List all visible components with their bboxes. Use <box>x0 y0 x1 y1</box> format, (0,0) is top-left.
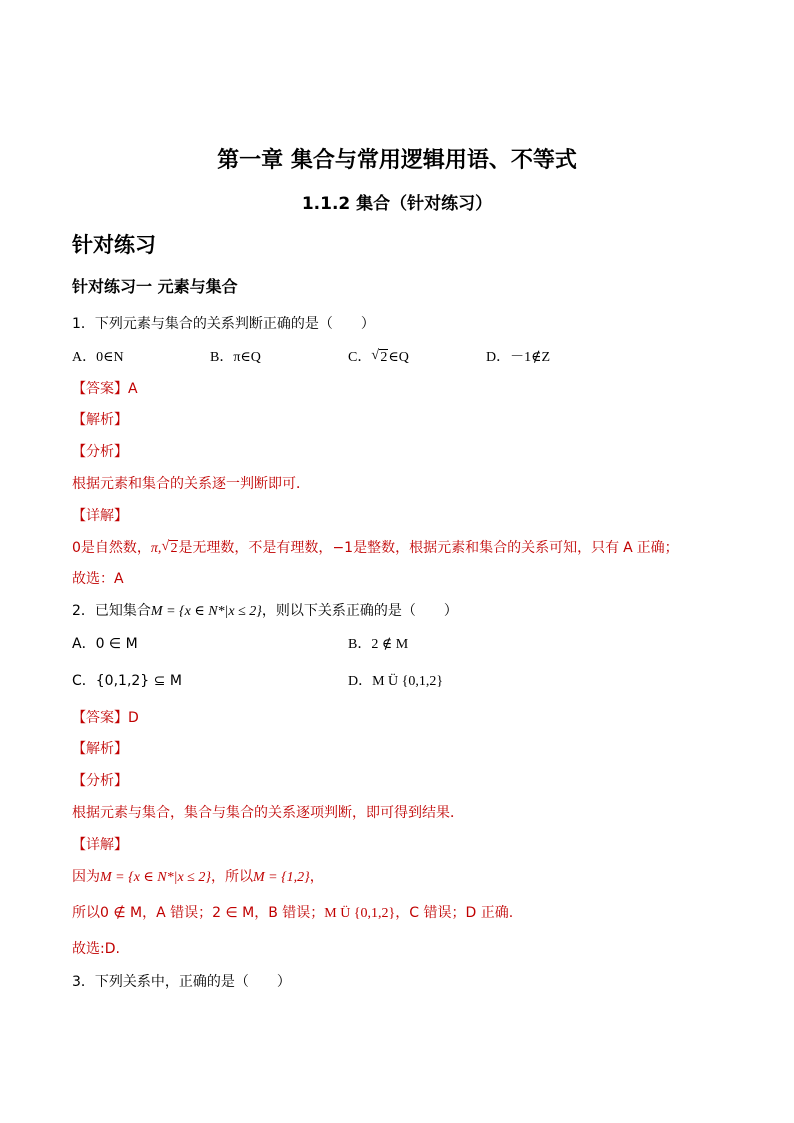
q2-detail-line-2 <box>72 902 513 922</box>
q1-detail <box>72 537 679 557</box>
q1-detail-pi: π, <box>150 541 162 556</box>
question-3-stem: 3．下列关系中，正确的是（ ） <box>72 974 291 990</box>
q1-option-c-prefix: C． <box>348 350 372 365</box>
q1-detail-e: 正确； <box>636 540 679 556</box>
choice-prefix: 故选： <box>72 571 114 587</box>
q2-detail-line-1 <box>72 866 324 886</box>
q1-option-d: D．－1∉Z <box>486 350 551 365</box>
choice-value: A <box>114 571 124 587</box>
q2-line1-e: ， <box>309 869 324 885</box>
answer-value: D <box>128 710 139 726</box>
q1-fenxi-label: 【分析】 <box>72 444 128 460</box>
q2-answer <box>72 707 139 727</box>
q2-xiangjie-label: 【详解】 <box>72 837 128 853</box>
section-heading: 针对练习 <box>72 233 156 257</box>
sqrt-symbol: √ 2 <box>371 348 388 365</box>
q1-jiexi-label: 【解析】 <box>72 412 128 428</box>
q1-detail-c: −1是整数，根据元素和集合的关系可知，只有 <box>332 540 620 556</box>
answer-label: 【答案】 <box>72 381 128 397</box>
q1-fenxi-text: 根据元素和集合的关系逐一判断即可． <box>72 476 310 492</box>
q2-stem-b: ，则以下关系正确的是（ ） <box>261 603 458 619</box>
q2-option-a: A．0 ∈ M <box>72 636 138 652</box>
question-2-stem <box>72 600 458 620</box>
q2-line2-c: ，C 错误；D 正确. <box>395 905 514 921</box>
q1-option-c <box>348 346 409 366</box>
question-1-stem: 1．下列元素与集合的关系判断正确的是（ ） <box>72 316 375 332</box>
answer-label: 【答案】 <box>72 710 128 726</box>
q2-line1-a: 因为 <box>72 869 100 885</box>
q1-option-c-radicand: 2 <box>380 350 388 365</box>
q1-option-c-suffix: ∈Q <box>388 350 409 365</box>
q1-option-b: B．π∈Q <box>210 350 261 365</box>
q2-option-b: B．2 ∉ M <box>348 637 409 652</box>
subsection-heading: 针对练习一 元素与集合 <box>72 277 238 296</box>
q2-stem-set: M = {x ∈ N*|x ≤ 2} <box>150 604 262 619</box>
q2-jiexi-label: 【解析】 <box>72 741 128 757</box>
q1-choice <box>72 568 124 588</box>
q2-stem-a: 2．已知集合 <box>72 603 151 619</box>
q2-option-d: D．M Ü {0,1,2} <box>348 674 444 689</box>
q2-line1-b: M = {x ∈ N*|x ≤ 2} <box>100 870 211 885</box>
q2-fenxi-label: 【分析】 <box>72 773 128 789</box>
q1-option-a: A．0∈N <box>72 350 124 365</box>
q1-detail-a: 0是自然数， <box>72 540 151 556</box>
q1-detail-d: A <box>623 540 633 556</box>
q2-choice: 故选:D. <box>72 941 120 957</box>
q1-xiangjie-label: 【详解】 <box>72 508 128 524</box>
sqrt-symbol: √ 2 <box>161 539 178 556</box>
q1-detail-b: 是无理数，不是有理数， <box>178 540 333 556</box>
chapter-title: 第一章 集合与常用逻辑用语、不等式 <box>217 148 577 173</box>
q1-detail-radicand: 2 <box>170 541 178 556</box>
q2-option-c: C．{0,1,2} ⊆ M <box>72 673 182 689</box>
q2-line1-c: ，所以 <box>210 869 253 885</box>
answer-value: A <box>128 381 138 397</box>
q2-line2-b: M Ü {0,1,2} <box>324 906 396 921</box>
section-subtitle: 1.1.2 集合（针对练习） <box>301 194 493 214</box>
q2-fenxi-text: 根据元素与集合，集合与集合的关系逐项判断，即可得到结果． <box>72 805 464 821</box>
q1-answer <box>72 378 138 398</box>
q2-line1-d: M = {1,2} <box>252 870 310 885</box>
q2-line2-a: 所以0 ∉ M，A 错误；2 ∈ M，B 错误； <box>72 905 325 921</box>
